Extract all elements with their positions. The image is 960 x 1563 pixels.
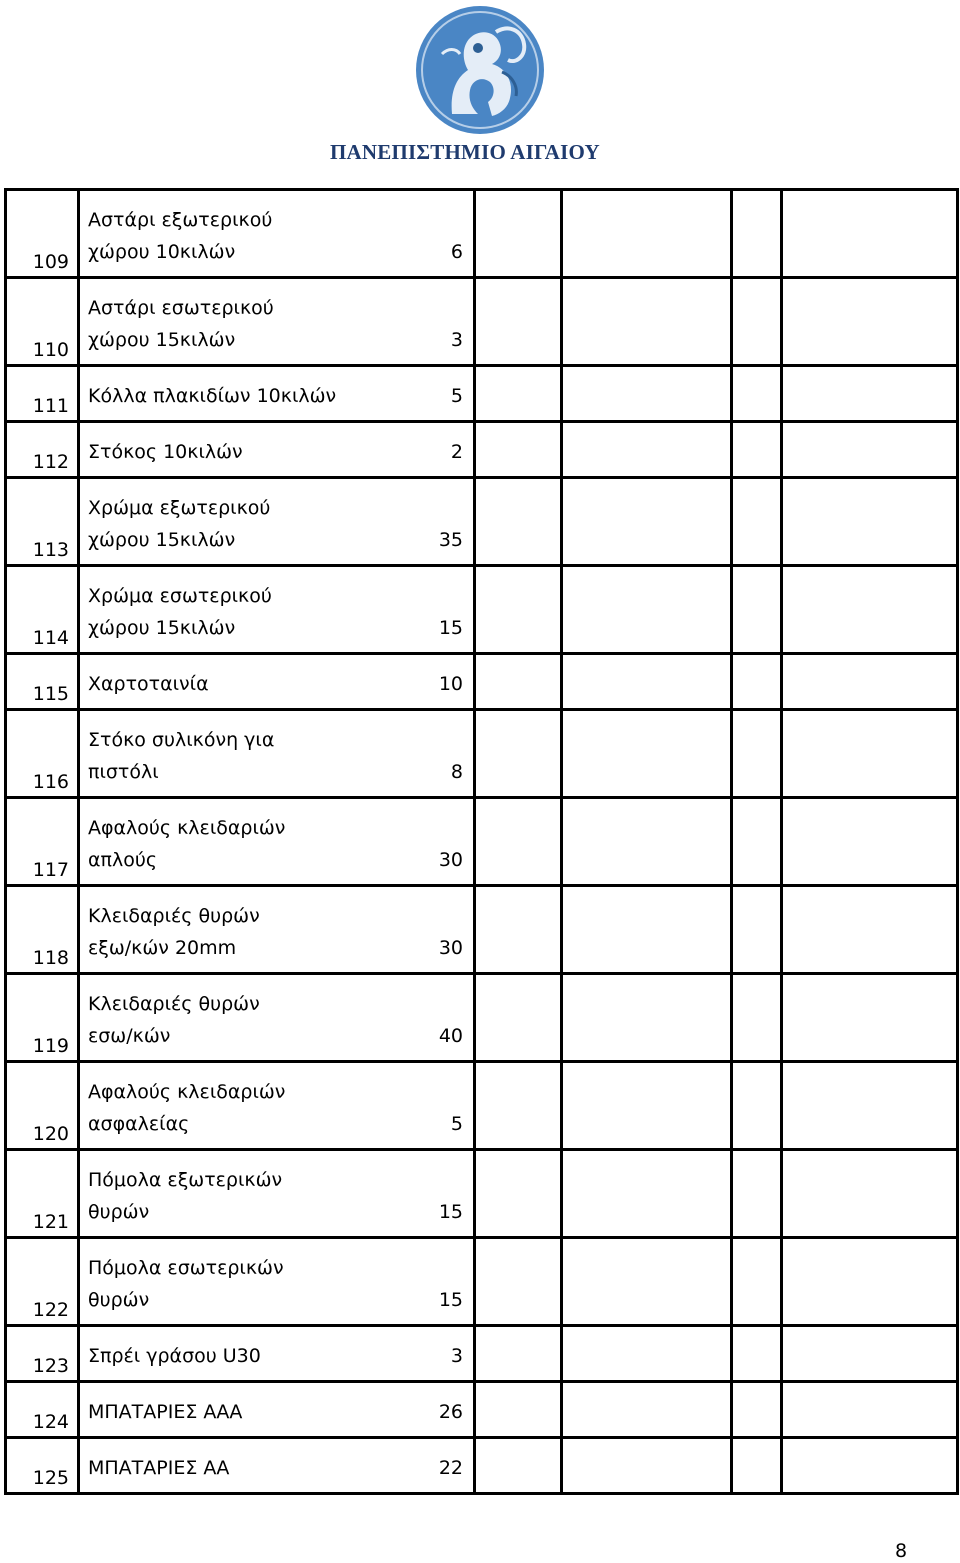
item-quantity: 15	[438, 617, 464, 639]
empty-cell	[732, 798, 782, 886]
item-description-line2: απλούς	[88, 849, 157, 871]
empty-cell	[475, 974, 562, 1062]
empty-cell	[782, 974, 958, 1062]
empty-cell	[732, 478, 782, 566]
page-header	[0, 0, 960, 180]
empty-cell	[475, 798, 562, 886]
table-row	[6, 1326, 958, 1382]
empty-cell	[562, 366, 732, 422]
table-row	[6, 1062, 958, 1150]
item-description-cell	[79, 798, 475, 886]
empty-cell	[562, 1062, 732, 1150]
item-description-line1: Αφαλούς κλειδαριών	[88, 1081, 286, 1103]
item-number: 109	[6, 190, 79, 278]
empty-cell	[732, 1062, 782, 1150]
item-description-line1: Κλειδαριές θυρών	[88, 993, 260, 1015]
item-description-line2: χώρου 10κιλών	[88, 241, 236, 263]
empty-cell	[782, 478, 958, 566]
item-quantity: 3	[450, 1345, 464, 1367]
item-description-line2: ΜΠΑΤΑΡΙΕΣ ΑΑΑ	[88, 1401, 243, 1423]
item-description-line2: Χαρτοταινία	[88, 673, 209, 695]
empty-cell	[732, 886, 782, 974]
item-number: 115	[6, 654, 79, 710]
table-row	[6, 422, 958, 478]
empty-cell	[782, 798, 958, 886]
empty-cell	[562, 422, 732, 478]
item-quantity: 6	[450, 241, 464, 263]
item-description-cell	[79, 974, 475, 1062]
table-row	[6, 1150, 958, 1238]
item-description-line1: Αστάρι εξωτερικού	[88, 209, 273, 231]
empty-cell	[562, 710, 732, 798]
empty-cell	[475, 478, 562, 566]
item-quantity: 30	[438, 937, 464, 959]
items-table	[4, 188, 959, 1495]
empty-cell	[782, 422, 958, 478]
item-quantity: 2	[450, 441, 464, 463]
table-row	[6, 974, 958, 1062]
table-row	[6, 1438, 958, 1494]
item-description-line2: εσω/κών	[88, 1025, 171, 1047]
item-description-cell	[79, 1238, 475, 1326]
empty-cell	[782, 278, 958, 366]
empty-cell	[562, 1438, 732, 1494]
item-description-cell	[79, 1382, 475, 1438]
empty-cell	[475, 1438, 562, 1494]
page-number: 8	[895, 1540, 908, 1562]
empty-cell	[732, 654, 782, 710]
university-seal-icon	[412, 2, 548, 138]
item-description-cell	[79, 1150, 475, 1238]
empty-cell	[782, 886, 958, 974]
empty-cell	[732, 190, 782, 278]
empty-cell	[732, 1326, 782, 1382]
empty-cell	[562, 1326, 732, 1382]
empty-cell	[475, 1238, 562, 1326]
empty-cell	[475, 366, 562, 422]
item-number: 120	[6, 1062, 79, 1150]
item-number: 119	[6, 974, 79, 1062]
empty-cell	[475, 710, 562, 798]
empty-cell	[475, 1062, 562, 1150]
empty-cell	[562, 566, 732, 654]
empty-cell	[732, 974, 782, 1062]
item-description-cell	[79, 278, 475, 366]
item-description-line1: Κλειδαριές θυρών	[88, 905, 260, 927]
item-description-line2: χώρου 15κιλών	[88, 329, 236, 351]
empty-cell	[562, 1382, 732, 1438]
table-row	[6, 654, 958, 710]
item-number: 111	[6, 366, 79, 422]
empty-cell	[562, 798, 732, 886]
item-number: 121	[6, 1150, 79, 1238]
empty-cell	[782, 190, 958, 278]
item-description-line2: χώρου 15κιλών	[88, 617, 236, 639]
table-row	[6, 710, 958, 798]
empty-cell	[562, 974, 732, 1062]
item-quantity: 26	[438, 1401, 464, 1423]
empty-cell	[732, 1238, 782, 1326]
item-description-line1: Πόμολα εσωτερικών	[88, 1257, 284, 1279]
item-description-cell	[79, 1062, 475, 1150]
empty-cell	[732, 1382, 782, 1438]
item-description-line2: ασφαλείας	[88, 1113, 190, 1135]
empty-cell	[732, 422, 782, 478]
item-description-cell	[79, 366, 475, 422]
empty-cell	[562, 1238, 732, 1326]
item-description-line1: Αστάρι εσωτερικού	[88, 297, 274, 319]
empty-cell	[475, 1382, 562, 1438]
empty-cell	[732, 566, 782, 654]
item-number: 116	[6, 710, 79, 798]
empty-cell	[732, 278, 782, 366]
item-description-cell	[79, 566, 475, 654]
empty-cell	[562, 278, 732, 366]
item-quantity: 30	[438, 849, 464, 871]
item-description-cell	[79, 190, 475, 278]
empty-cell	[562, 478, 732, 566]
empty-cell	[475, 1326, 562, 1382]
item-number: 124	[6, 1382, 79, 1438]
empty-cell	[562, 1150, 732, 1238]
item-quantity: 3	[450, 329, 464, 351]
item-description-line2: θυρών	[88, 1201, 150, 1223]
item-description-line1: Χρώμα εσωτερικού	[88, 585, 272, 607]
item-number: 112	[6, 422, 79, 478]
item-description-cell	[79, 654, 475, 710]
item-number: 118	[6, 886, 79, 974]
table-row	[6, 478, 958, 566]
item-quantity: 22	[438, 1457, 464, 1479]
item-description-line2: εξω/κών 20mm	[88, 937, 237, 959]
table-row	[6, 366, 958, 422]
empty-cell	[782, 710, 958, 798]
item-description-line1: Αφαλούς κλειδαριών	[88, 817, 286, 839]
item-description-line1: Στόκο συλικόνη για	[88, 729, 275, 751]
item-quantity: 15	[438, 1201, 464, 1223]
institution-name: ΠΑΝΕΠΙΣΤΗΜΙΟ ΑΙΓΑΙΟΥ	[330, 140, 600, 164]
empty-cell	[782, 654, 958, 710]
empty-cell	[475, 1150, 562, 1238]
empty-cell	[562, 886, 732, 974]
item-description-cell	[79, 1326, 475, 1382]
item-number: 114	[6, 566, 79, 654]
item-description-cell	[79, 478, 475, 566]
table-row	[6, 190, 958, 278]
item-number: 110	[6, 278, 79, 366]
item-quantity: 5	[450, 1113, 464, 1135]
empty-cell	[782, 1150, 958, 1238]
item-number: 122	[6, 1238, 79, 1326]
empty-cell	[562, 654, 732, 710]
empty-cell	[475, 278, 562, 366]
empty-cell	[562, 190, 732, 278]
table-row	[6, 278, 958, 366]
table-row	[6, 798, 958, 886]
empty-cell	[782, 366, 958, 422]
empty-cell	[475, 190, 562, 278]
empty-cell	[782, 566, 958, 654]
empty-cell	[782, 1382, 958, 1438]
item-description-cell	[79, 886, 475, 974]
empty-cell	[475, 886, 562, 974]
item-number: 123	[6, 1326, 79, 1382]
table-row	[6, 1238, 958, 1326]
item-description-line2: χώρου 15κιλών	[88, 529, 236, 551]
empty-cell	[475, 654, 562, 710]
item-number: 113	[6, 478, 79, 566]
item-description-line2: Σπρέι γράσου U30	[88, 1345, 261, 1367]
item-description-cell	[79, 422, 475, 478]
empty-cell	[475, 422, 562, 478]
empty-cell	[732, 710, 782, 798]
empty-cell	[732, 1150, 782, 1238]
item-quantity: 5	[450, 385, 464, 407]
empty-cell	[732, 1438, 782, 1494]
item-description-cell	[79, 1438, 475, 1494]
table-row	[6, 886, 958, 974]
item-description-line2: ΜΠΑΤΑΡΙΕΣ ΑΑ	[88, 1457, 230, 1479]
empty-cell	[782, 1438, 958, 1494]
item-quantity: 35	[438, 529, 464, 551]
item-description-line2: Κόλλα πλακιδίων 10κιλών	[88, 385, 337, 407]
item-quantity: 15	[438, 1289, 464, 1311]
item-description-line1: Χρώμα εξωτερικού	[88, 497, 271, 519]
table-row	[6, 1382, 958, 1438]
item-quantity: 8	[450, 761, 464, 783]
item-description-line2: Στόκος 10κιλών	[88, 441, 243, 463]
item-quantity: 10	[438, 673, 464, 695]
item-number: 117	[6, 798, 79, 886]
item-quantity: 40	[438, 1025, 464, 1047]
item-description-line2: θυρών	[88, 1289, 150, 1311]
item-description-line1: Πόμολα εξωτερικών	[88, 1169, 283, 1191]
item-number: 125	[6, 1438, 79, 1494]
table-row	[6, 566, 958, 654]
empty-cell	[782, 1062, 958, 1150]
item-description-line2: πιστόλι	[88, 761, 159, 783]
item-description-cell	[79, 710, 475, 798]
empty-cell	[475, 566, 562, 654]
empty-cell	[782, 1238, 958, 1326]
empty-cell	[732, 366, 782, 422]
empty-cell	[782, 1326, 958, 1382]
